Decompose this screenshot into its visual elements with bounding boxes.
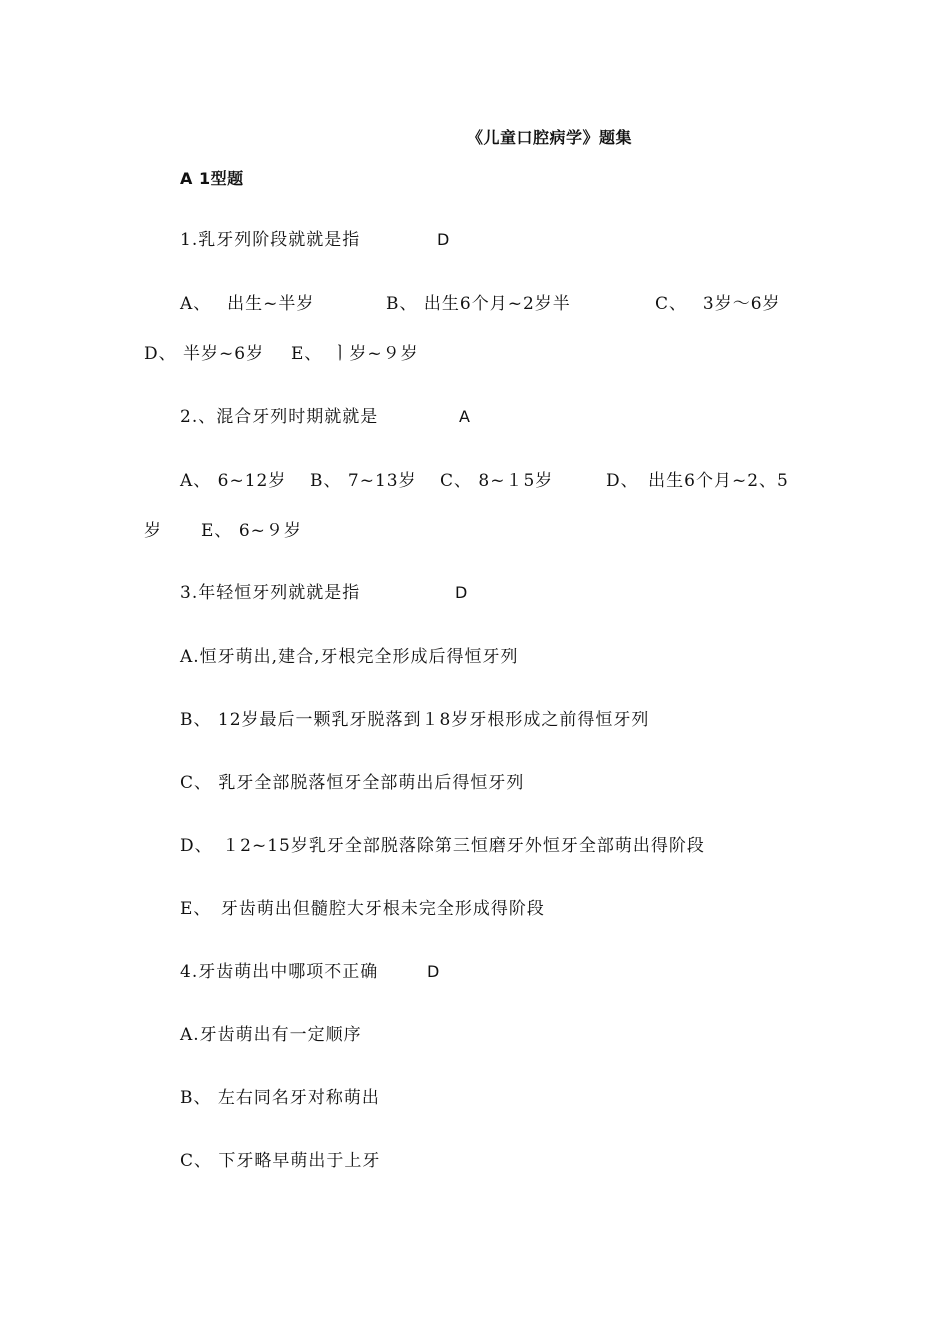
question-4-option-c: C、 下牙略早萌出于上牙 (180, 1151, 381, 1171)
question-1-option-d: D、 半岁~6岁 (144, 344, 265, 364)
question-1-answer: D (437, 230, 450, 249)
question-2-option-c: C、 8~１5岁 (440, 471, 554, 491)
question-4-stem: 4.牙齿萌出中哪项不正确 (180, 962, 379, 982)
question-1-option-c: C、 3岁～6岁 (655, 294, 781, 314)
question-4-option-a: A.牙齿萌出有一定顺序 (180, 1025, 362, 1045)
question-1-option-a: A、 出生~半岁 (180, 294, 315, 314)
question-3-answer: D (455, 583, 468, 602)
question-2-option-e: E、 6~９岁 (201, 521, 302, 541)
question-2-option-d-continued: 岁 (144, 521, 162, 541)
document-title: 《儿童口腔病学》题集 (467, 128, 633, 147)
question-2-answer: A (459, 407, 470, 426)
question-3-option-d: D、 １2~15岁乳牙全部脱落除第三恒磨牙外恒牙全部萌出得阶段 (180, 836, 705, 856)
question-3-stem: 3.年轻恒牙列就就是指 (180, 583, 361, 603)
question-2-option-b: B、 7~13岁 (310, 471, 417, 491)
question-1-option-b: B、 出生6个月~2岁半 (386, 294, 571, 314)
question-3-option-a: A.恒牙萌出,建合,牙根完全形成后得恒牙列 (180, 647, 519, 667)
question-4-answer: D (427, 962, 440, 981)
question-2-option-d: D、 出生6个月~2、5 (606, 471, 789, 491)
question-2-option-a: A、 6~12岁 (180, 471, 287, 491)
section-heading: A 1型题 (180, 169, 244, 188)
question-1-option-e: E、 ㅣ岁~９岁 (291, 344, 419, 364)
question-4-option-b: B、 左右同名牙对称萌出 (180, 1088, 380, 1108)
question-3-option-e: E、 牙齿萌出但髓腔大牙根未完全形成得阶段 (180, 899, 545, 919)
question-2-stem: 2.、混合牙列时期就就是 (180, 407, 379, 427)
question-1-stem: 1.乳牙列阶段就就是指 (180, 230, 361, 250)
question-3-option-c: C、 乳牙全部脱落恒牙全部萌出后得恒牙列 (180, 773, 525, 793)
question-3-option-b: B、 12岁最后一颗乳牙脱落到１8岁牙根形成之前得恒牙列 (180, 710, 650, 730)
